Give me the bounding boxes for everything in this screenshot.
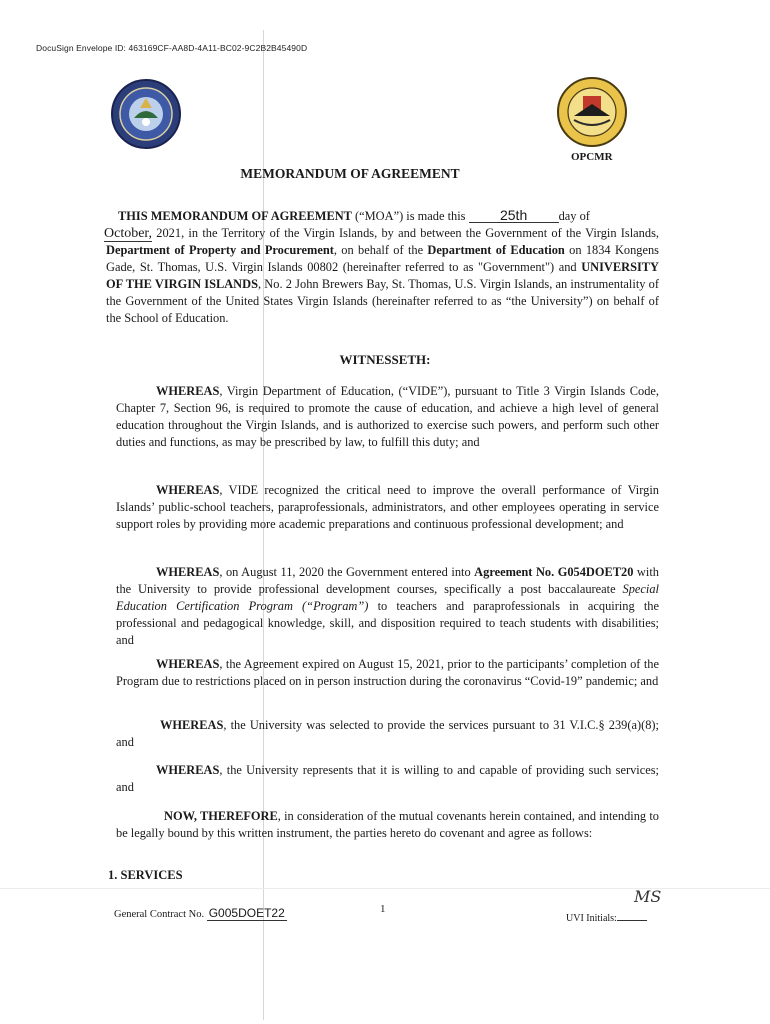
whereas-text: , the University represents that it is willing to and capable of providing such services; and: [116, 763, 659, 794]
intro-text: 2021, in the Territory of the Virgin Islands, by and between the Government of the Virgin Islands,: [152, 226, 659, 240]
intro-uvi: UNIVERSITY OF THE VIRGIN ISLANDS: [106, 260, 659, 291]
whereas-label: WHEREAS: [156, 483, 220, 497]
whereas-label: WHEREAS: [156, 384, 220, 398]
whereas-label: WHEREAS: [160, 718, 224, 732]
intro-text: (“MOA”) is made this: [351, 209, 466, 223]
contract-number-block: [114, 906, 287, 920]
envelope-id: DocuSign Envelope ID: 463169CF-AA8D-4A11-BC02-9C2B2B45490D: [36, 43, 308, 53]
whereas-text: to teachers and paraprofessionals in acquiring the professional and pedagogical knowledge, skill, and disposition required to teach students with disabilities; and: [116, 599, 659, 647]
agreement-number: Agreement No. G054DOET20: [474, 565, 634, 579]
department-seal-left: [110, 78, 182, 150]
whereas-clause-5: [116, 717, 659, 751]
whereas-clause-2: [116, 482, 659, 533]
intro-dpp: Department of Property and Procurement: [106, 243, 334, 257]
whereas-text: with the University to provide professional development courses, specifically a post baccalaureate: [116, 565, 659, 596]
whereas-text: , Virgin Department of Education, (“VIDE”), pursuant to Title 3 Virgin Islands Code, Chapter 7, Section 96, is required to promote the cause of education, and achieve a high level of general education throughout the Virgin Islands, and is authorized to exercise such powers, and perform such other duties and functions, as may be prescribed by law, to fulfill this duty; and: [116, 384, 659, 449]
intro-text: day of: [558, 209, 590, 223]
page-number: 1: [380, 903, 386, 915]
whereas-clause-1: [116, 383, 659, 451]
now-therefore-clause: [116, 808, 659, 842]
intro-text: , No. 2 John Brewers Bay, St. Thomas, U.S. Virgin Islands, an instrumentality of the Government of the United States Virgin Islands (hereinafter referred to as “the University”) on behalf of the School of Education.: [106, 277, 659, 325]
initials-label: UVI Initials:: [566, 913, 617, 924]
opcmr-seal: [556, 76, 628, 148]
initials-blank-line: [617, 920, 647, 921]
document-title: MEMORANDUM OF AGREEMENT: [240, 166, 460, 181]
now-therefore-label: NOW, THEREFORE: [164, 809, 278, 823]
program-name: Special Education Certification Program (“Program”): [116, 582, 659, 613]
whereas-text: , VIDE recognized the critical need to improve the overall performance of Virgin Islands’ public-school teachers, paraprofessionals, administrators, and other employees operating in service support roles by providing more academic preparations and continuous professional development; and: [116, 483, 659, 531]
whereas-text: , on August 11, 2020 the Government entered into: [219, 565, 475, 579]
intro-text: on 1834 Kongens Gade, St. Thomas, U.S. Virgin Islands 00802 (hereinafter referred to as "Government") and: [106, 243, 659, 274]
initials-block: [566, 913, 647, 924]
section-heading-services: 1. SERVICES: [108, 868, 183, 882]
whereas-text: , the Agreement expired on August 15, 2021, prior to the participants’ completion of the Program due to restrictions placed on in person instruction during the coronavirus “Covid-19” pandemic; and: [116, 657, 659, 688]
whereas-label: WHEREAS: [156, 763, 220, 777]
whereas-clause-6: [116, 762, 659, 796]
witnesseth-heading: WITNESSETH:: [339, 352, 431, 367]
moa-lead: THIS MEMORANDUM OF AGREEMENT: [118, 209, 352, 223]
contract-number: G005DOET22: [208, 906, 285, 920]
intro-doe: Department of Education: [427, 243, 565, 257]
contract-label: General Contract No.: [114, 909, 205, 920]
opcmr-label: OPCMR: [571, 151, 613, 163]
whereas-clause-3: [116, 564, 659, 649]
initials-signature: MS: [634, 887, 662, 906]
intro-text: , on behalf of the: [333, 243, 428, 257]
whereas-label: WHEREAS: [156, 657, 220, 671]
whereas-text: , the University was selected to provide the services pursuant to 31 V.I.C.§ 239(a)(8); and: [116, 718, 659, 749]
now-therefore-text: , in consideration of the mutual covenants herein contained, and intending to be legally bound by this written instrument, the parties hereto do covenant and agree as follows:: [116, 809, 659, 840]
intro-paragraph: [106, 208, 659, 327]
month-field: October,: [104, 226, 153, 241]
day-field: 25th: [469, 209, 559, 223]
whereas-clause-4: [116, 656, 659, 690]
whereas-label: WHEREAS: [156, 565, 220, 579]
